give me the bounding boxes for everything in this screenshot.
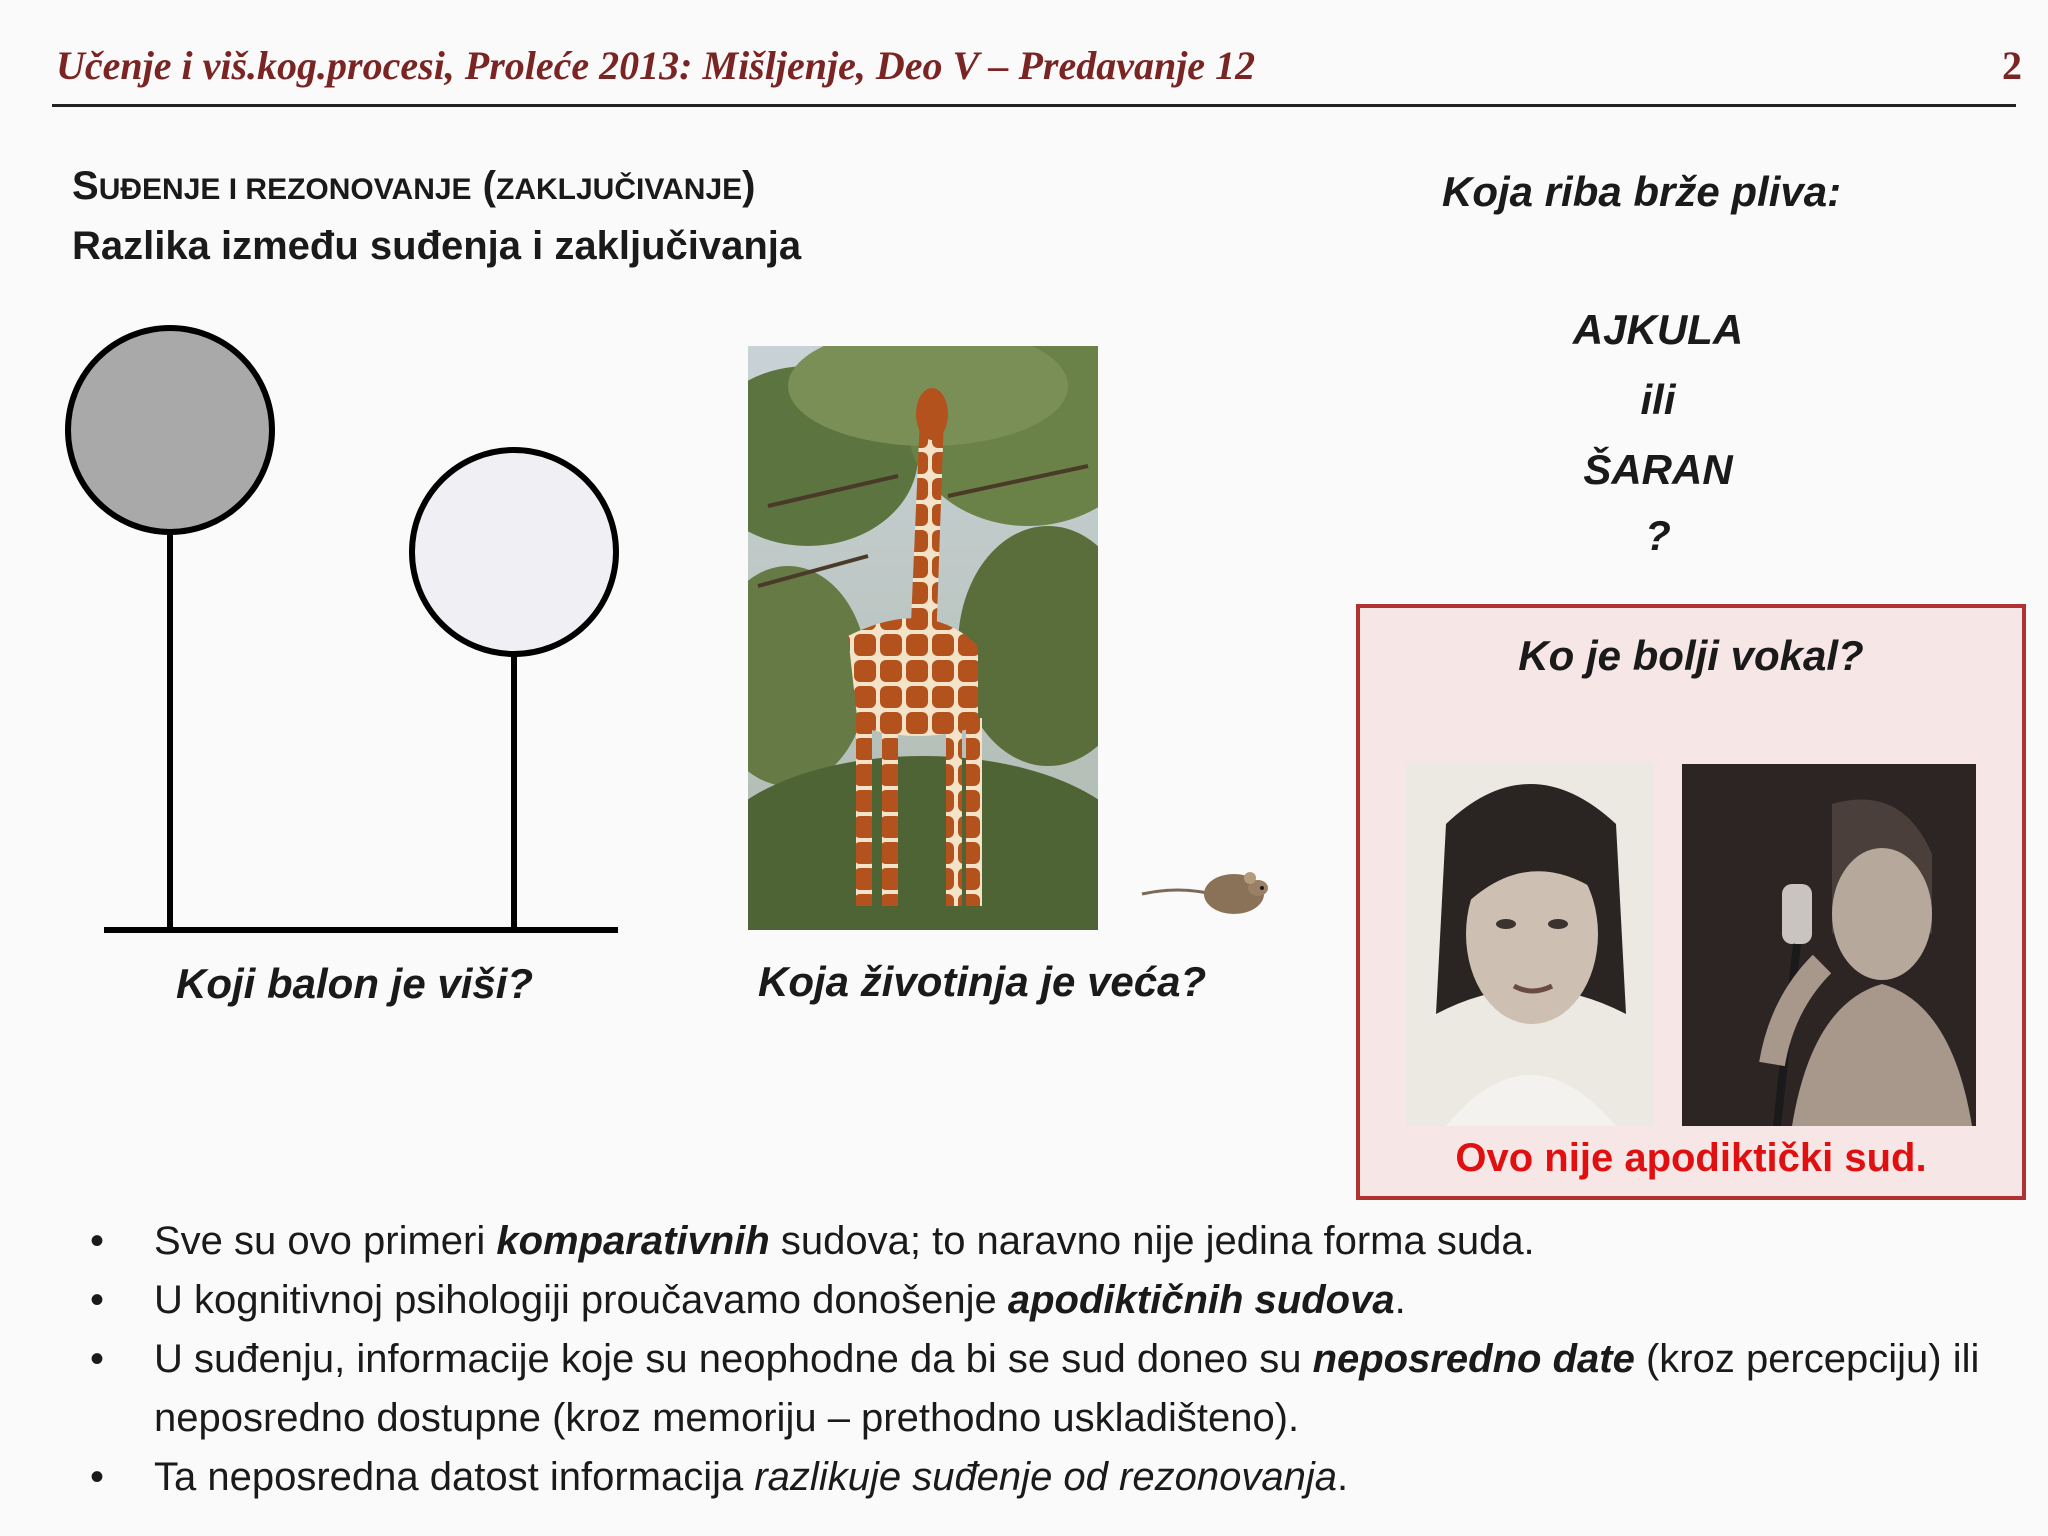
bullet-text: . [1394,1278,1406,1322]
bullet-item [80,1330,1980,1448]
bullet-item [80,1212,1980,1271]
bullet-marker: • [90,1337,105,1381]
bullet-marker: • [90,1455,105,1499]
heading-part: ZAKLJUČIVANJE [496,173,743,206]
fish-question-mark: ? [1645,512,1671,559]
mouse-photo [1138,864,1270,924]
tall-balloon [68,328,272,532]
bullet-text: Ta neposredna datost informacija [154,1455,755,1499]
short-balloon [412,450,616,654]
vocal-note: Ovo nije apodiktički sud. [1455,1136,1927,1180]
vocal-question: Ko je bolji vokal? [1518,632,1864,679]
balloons-illustration [60,320,640,940]
section-title [72,158,801,274]
bullet-text: U kognitivnoj psihologiji proučavamo donošenje [154,1278,1008,1322]
bullet-emphasis: neposredno date [1312,1337,1635,1381]
bullet-text: Sve su ovo primeri [154,1219,497,1263]
bullet-text: sudova; to naravno nije jedina forma suda. [769,1219,1535,1263]
bullet-text: (kroz percepciju) ili neposredno dostupne (kroz memoriju – prethodno uskladišteno). [154,1337,1980,1440]
page-number: 2 [2002,43,2022,88]
heading-part: REZONOVANJE [245,173,472,206]
fish-option-carp: ŠARAN [1583,446,1733,493]
bullet-emphasis: apodiktičnih sudova [1007,1278,1395,1322]
section-subtitle: Razlika između suđenja i zaključivanja [72,224,802,268]
bullet-emphasis: komparativnih [496,1219,770,1263]
heading-part: ) [742,164,756,208]
bullet-item [80,1271,1980,1330]
section-heading [72,158,801,218]
balloon-question: Koji balon je viši? [176,960,534,1007]
animal-question: Koja životinja je veća? [758,958,1207,1005]
bullet-marker: • [90,1219,105,1263]
fish-option-shark: AJKULA [1572,306,1744,353]
header-divider [52,104,2016,107]
fish-option-connector: ili [1640,376,1676,423]
singer-portrait-left [1406,764,1654,1126]
bullet-list [80,1212,1980,1507]
bullet-item [80,1448,1980,1507]
slide-header-title: Učenje i viš.kog.procesi, Proleće 2013: Mišljenje, Deo V – Predavanje 12 [56,43,1256,88]
bullet-text: U suđenju, informacije koje su neophodne da bi se sud doneo su [154,1337,1313,1381]
bullet-text: . [1336,1455,1349,1499]
giraffe-photo [748,346,1098,930]
fish-question: Koja riba brže pliva: [1442,168,1842,215]
singer-portrait-right [1682,764,1976,1126]
heading-part: ( [471,164,496,208]
heading-part: UĐENJE I [98,173,246,206]
bullet-emphasis: razlikuje suđenje od rezonovanja [754,1455,1337,1499]
heading-part: S [72,164,99,208]
bullet-marker: • [90,1278,105,1322]
